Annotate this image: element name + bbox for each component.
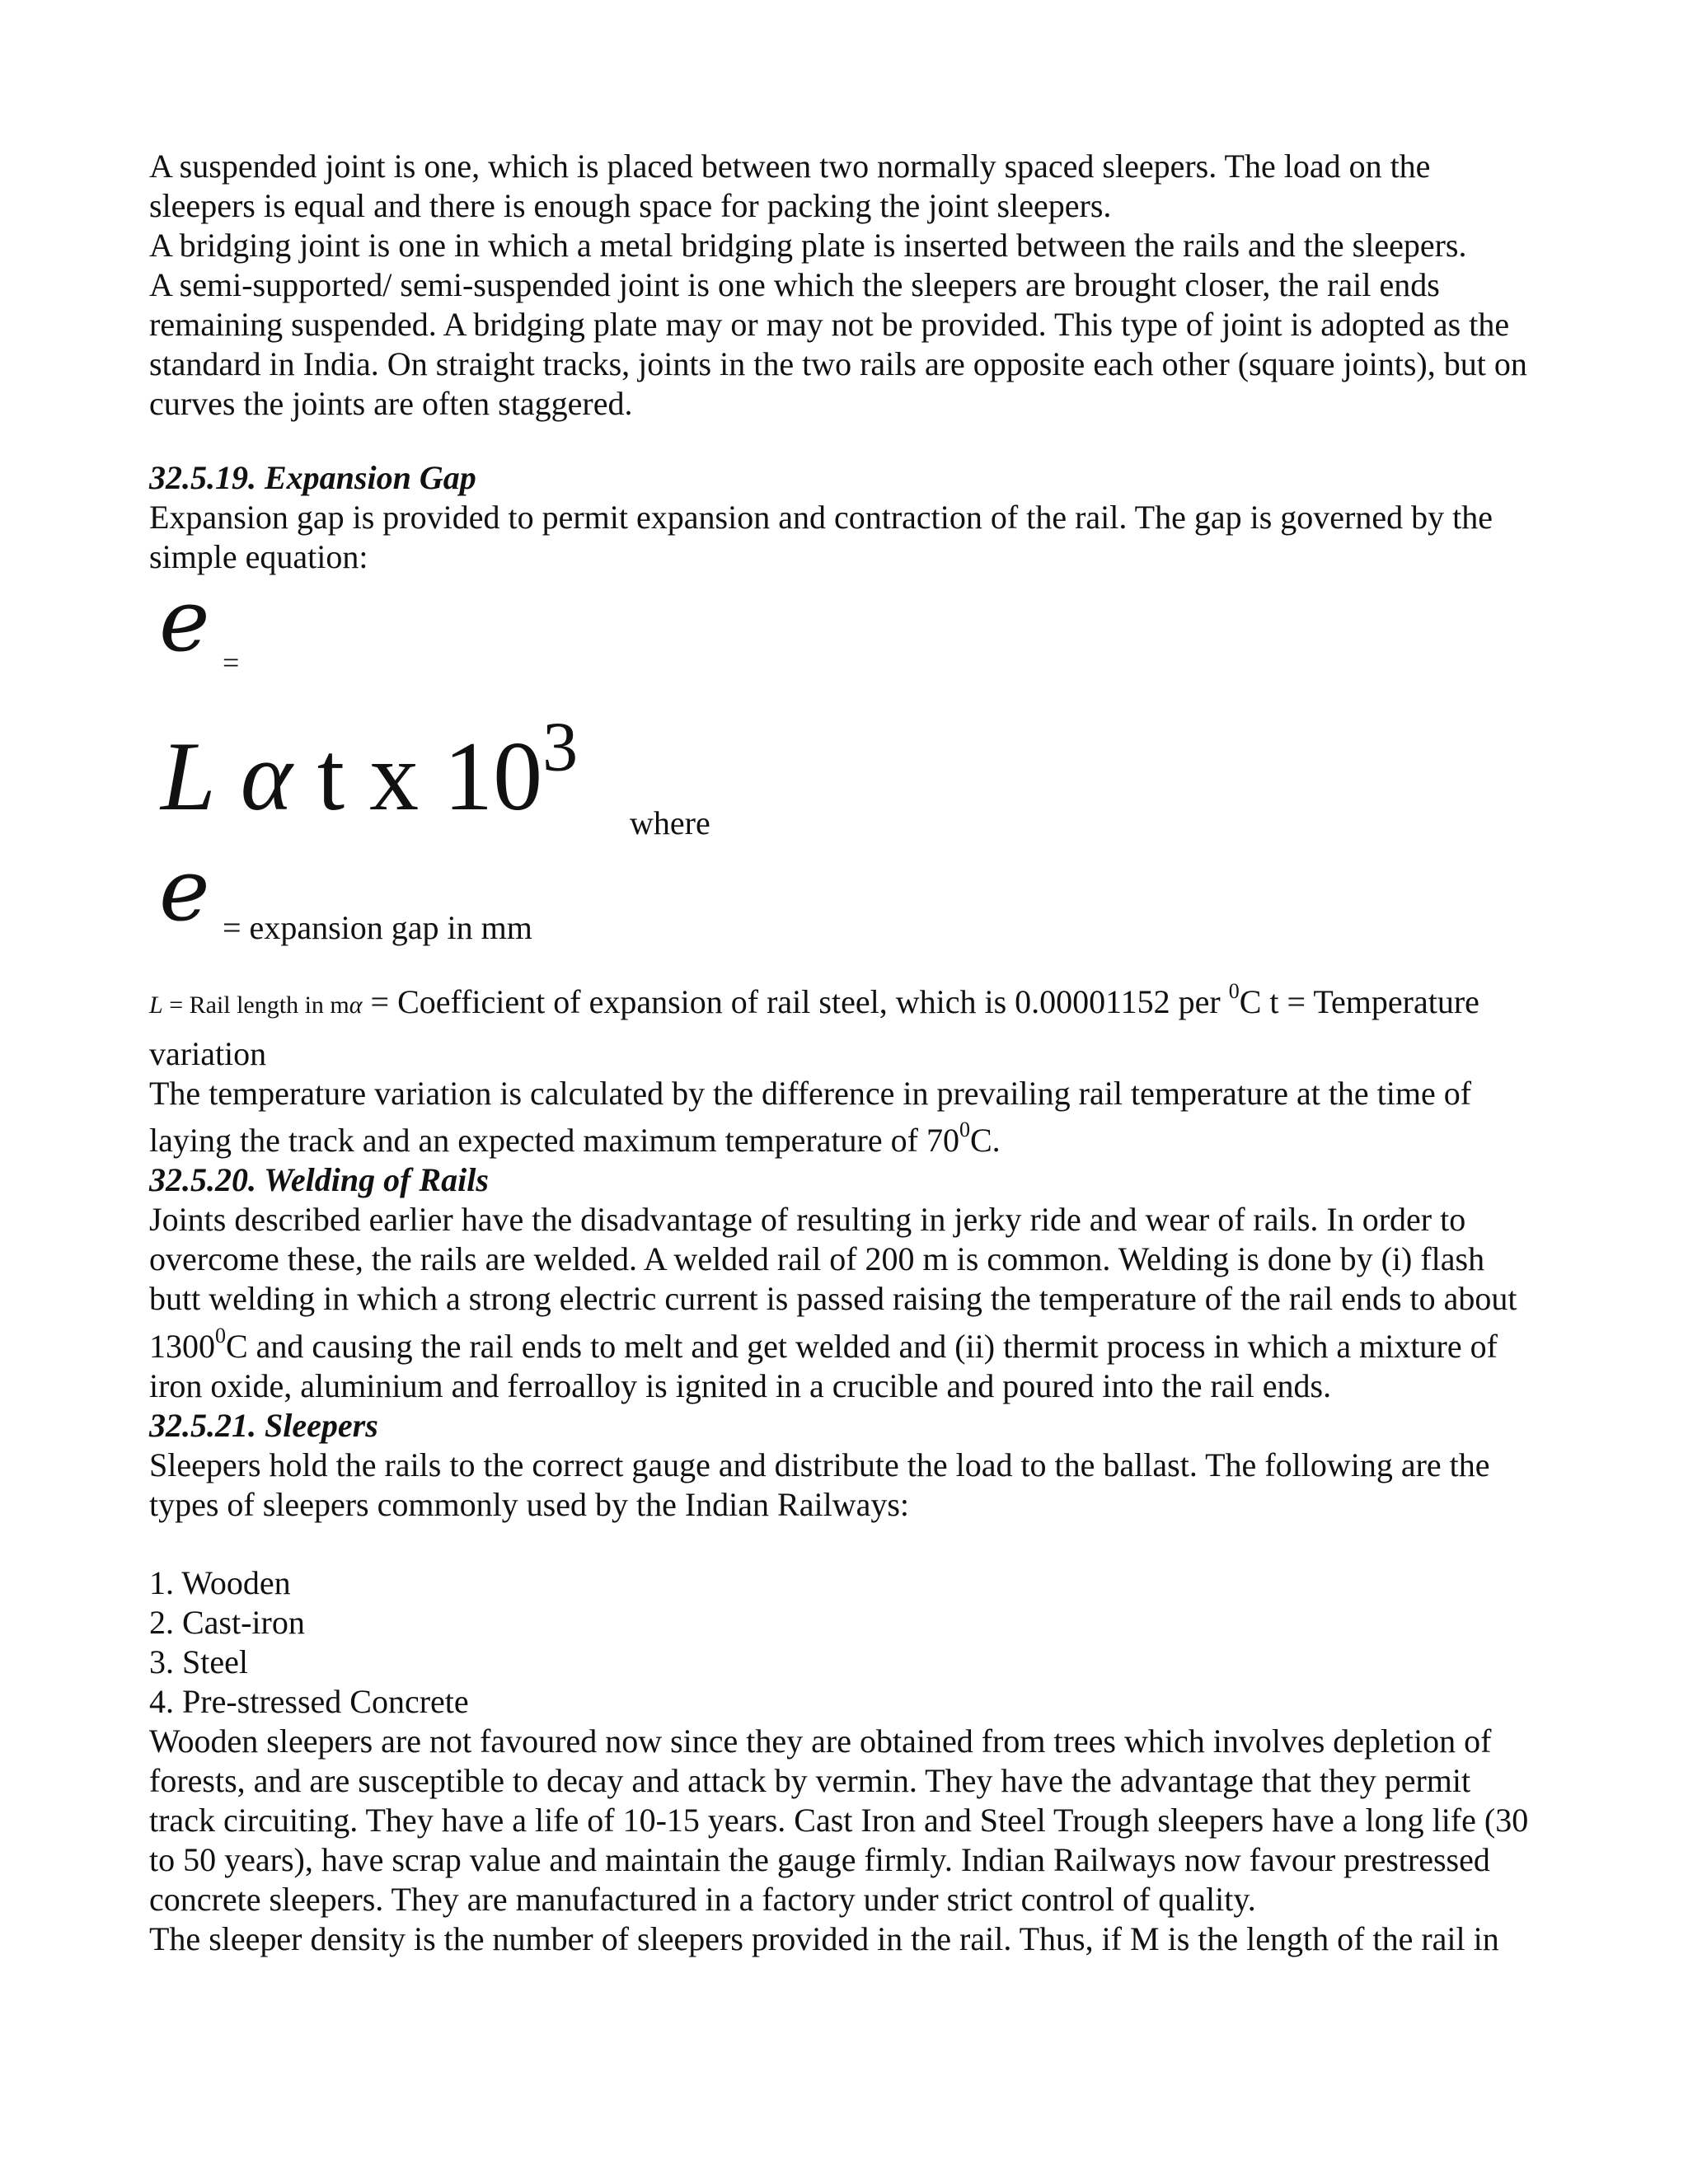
section-heading-welding: 32.5.20. Welding of Rails — [149, 1161, 489, 1198]
formula-where: where — [630, 804, 710, 841]
degree-sup: 0 — [1228, 978, 1240, 1003]
paragraph-line: Wooden sleepers are not favoured now since they are obtained from trees which involves depletion of — [149, 1722, 1492, 1760]
paragraph-line: The sleeper density is the number of sleepers provided in the rail. Thus, if M is the length of the rail in — [149, 1920, 1499, 1957]
paragraph-line: simple equation: — [149, 538, 368, 575]
definition-L-alpha-line — [149, 978, 1479, 1025]
paragraph-line: The temperature variation is calculated by the difference in prevailing rail temperature at the time of — [149, 1075, 1472, 1112]
paragraph-line: curves the joints are often staggered. — [149, 385, 633, 422]
list-item: 3. Steel — [149, 1643, 248, 1680]
temp-text: laying the track and an expected maximum temperature of 70 — [149, 1122, 959, 1159]
degree-sup: 0 — [959, 1117, 970, 1141]
paragraph-line: A semi-supported/ semi-suspended joint is one which the sleepers are brought closer, the rail ends — [149, 266, 1440, 303]
paragraph-line: track circuiting. They have a life of 10-15 years. Cast Iron and Steel Trough sleepers have a long life (30 — [149, 1802, 1529, 1839]
paragraph-line: Expansion gap is provided to permit expansion and contraction of the rail. The gap is governed by the — [149, 499, 1493, 536]
paragraph-line: overcome these, the rails are welded. A welded rail of 200 m is common. Welding is done by (i) flash — [149, 1240, 1485, 1277]
degree-sup: 0 — [215, 1323, 226, 1347]
list-item: 1. Wooden — [149, 1564, 291, 1601]
definition-e-symbol: e — [159, 840, 210, 940]
paragraph-line: Sleepers hold the rails to the correct gauge and distribute the load to the ballast. The following are the — [149, 1446, 1490, 1483]
weld-temp: 1300 — [149, 1328, 215, 1365]
paragraph-line: types of sleepers commonly used by the Indian Railways: — [149, 1486, 910, 1523]
paragraph-line: remaining suspended. A bridging plate may or may not be provided. This type of joint is adopted as the — [149, 306, 1510, 343]
formula-e-symbol: e — [159, 570, 210, 671]
section-heading-expansion-gap: 32.5.19. Expansion Gap — [149, 459, 476, 496]
formula-rest: t x 10 — [316, 721, 543, 831]
expansion-formula — [161, 706, 579, 834]
paragraph-line: concrete sleepers. They are manufactured in a factory under strict control of quality. — [149, 1881, 1256, 1918]
list-item: 2. Cast-iron — [149, 1604, 305, 1641]
paragraph-line: forests, and are susceptible to decay and attack by vermin. They have the advantage that they permit — [149, 1762, 1471, 1799]
definition-alpha: = Coefficient of expansion of rail steel, which is 0.00001152 per — [370, 983, 1221, 1020]
definition-e: = expansion gap in mm — [223, 909, 532, 946]
paragraph-line: iron oxide, aluminium and ferroalloy is ignited in a crucible and poured into the rail ends. — [149, 1367, 1332, 1404]
weld-text: C and causing the rail ends to melt and get welded and (ii) thermit process in which a mixture of — [226, 1328, 1498, 1365]
paragraph-line: standard in India. On straight tracks, joints in the two rails are opposite each other (square joints), but on — [149, 345, 1527, 382]
alpha-symbol: α — [349, 991, 363, 1019]
list-item: 4. Pre-stressed Concrete — [149, 1683, 469, 1720]
formula-exponent: 3 — [542, 706, 579, 786]
paragraph-line: to 50 years), have scrap value and maintain the gauge firmly. Indian Railways now favour prestressed — [149, 1841, 1490, 1878]
formula-alpha: α — [240, 721, 293, 831]
section-heading-sleepers: 32.5.21. Sleepers — [149, 1407, 378, 1444]
definition-L: L = Rail length in mα — [149, 991, 363, 1019]
paragraph-line: sleepers is equal and there is enough space for packing the joint sleepers. — [149, 187, 1112, 224]
formula-equals: = — [223, 646, 240, 679]
paragraph-line — [149, 1117, 1001, 1160]
paragraph-line: variation — [149, 1035, 267, 1072]
definition-alpha-tail: C t = Temperature — [1239, 983, 1479, 1020]
paragraph-line: A bridging joint is one in which a metal bridging plate is inserted between the rails and the sleepers. — [149, 227, 1467, 264]
paragraph-line: butt welding in which a strong electric current is passed raising the temperature of the rail ends to about — [149, 1280, 1517, 1317]
paragraph-line — [149, 1323, 1498, 1366]
formula-L: L — [161, 721, 216, 831]
paragraph-line: A suspended joint is one, which is placed between two normally spaced sleepers. The load on the — [149, 148, 1431, 185]
paragraph-line: Joints described earlier have the disadvantage of resulting in jerky ride and wear of rails. In order to — [149, 1201, 1466, 1238]
temp-unit: C. — [969, 1122, 1001, 1159]
